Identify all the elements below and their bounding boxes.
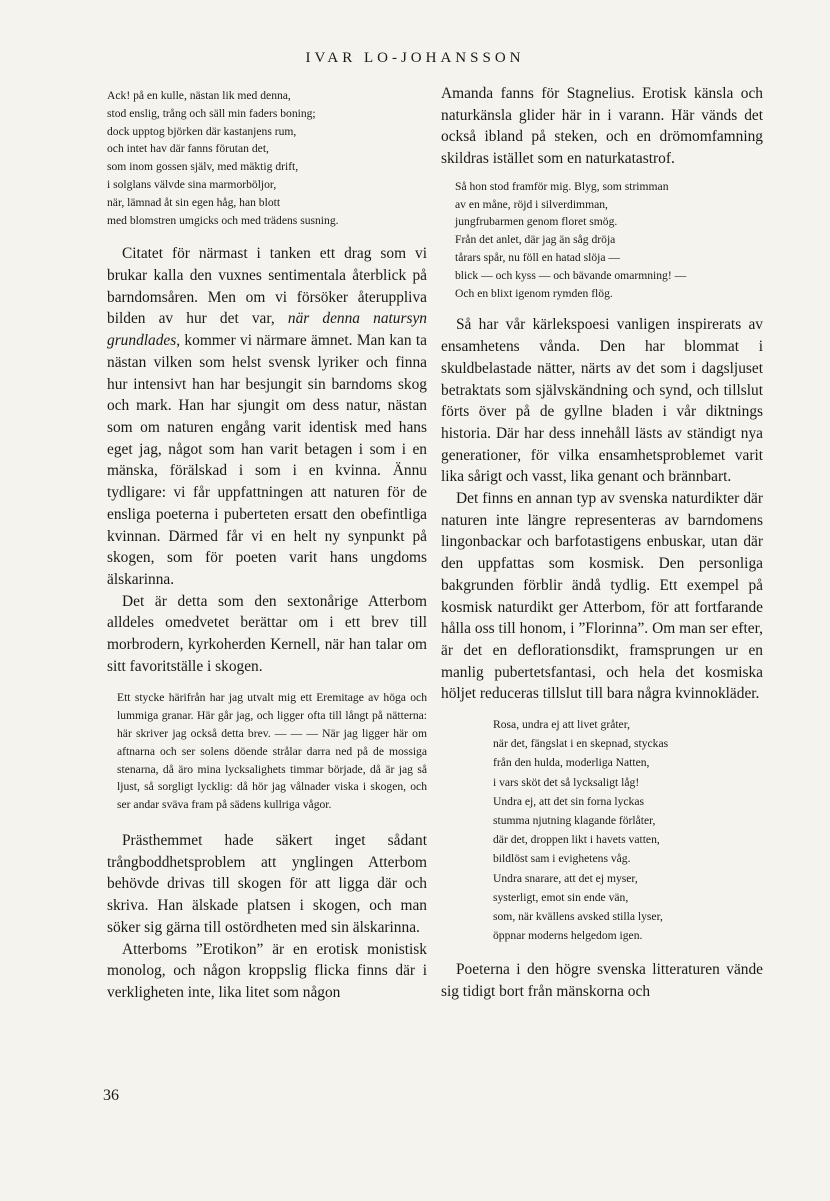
verse-line: från den hulda, moderliga Natten, [493,756,650,770]
page-number: 36 [103,1087,119,1104]
poem-quote-3 [441,715,763,945]
verse-line: i vars sköt det så lycksaligt låg! [493,775,640,789]
verse-line: tårars spår, nu föll en hatad slöja — [455,251,621,264]
verse-line: stumma njutning klagande förlåter, [493,814,656,828]
paragraph: Prästhemmet hade säkert inget sådant trångboddhetsproblem att ynglingen Atterbom behövde drivas till skogen för att ligga där och skriva. Han älskade platsen i skogen, och man söker sig gärna till ostördheten med sin älskarinna. [107,832,427,936]
verse-line: öppnar moderns helgedom igen. [493,929,643,943]
verse-line: Så hon stod framför mig. Blyg, som strimman [455,179,669,193]
verse-line: som inom gossen själv, med mäktig drift, [107,160,299,174]
verse-line: Från det anlet, där jag än såg dröja [455,233,616,247]
paragraph: Atterboms ”Erotikon” är en erotisk monistisk monolog, och någon kroppslig flicka finns där i verkligheten inte, lika litet som någon [107,940,427,1001]
verse-line: Och en blixt igenom rymden flög. [455,286,613,300]
verse-line: stod enslig, trång och säll min faders boning; [107,106,316,120]
verse-line: när det, fängslat i en skepnad, styckas [493,737,669,751]
verse-line: Undra snarare, att det ej myser, [493,871,638,885]
verse-line: och intet hav där fanns förutan det, [107,142,269,156]
verse-line: jungfrubarmen genom floret smög. [455,215,618,229]
text-span: Citatet för närmast i tanken ett drag som vi brukar kalla den vuxnes sentimentala återblick på barndomsåren. Men om vi försöker återuppliva bilden av hur det var, [107,245,427,328]
verse-line: av en måne, röjd i silverdimman, [455,197,608,211]
letter-quote: Ett stycke härifrån har jag utvalt mig ett Eremitage av höga och lummiga granar. Här går jag, och ligger ofta till långt på nätterna: här skriver jag också detta brev. — — — När jag ligger här om aftnarna och ser solens döende strålar darra ned på de mossiga stenarna, då äro mina lycksalighets timmar började, då är jag så ljust, så sorgligt lycklig: då hör jag vålnader viska i skogen, och ser andar sväva fram på sädens kullriga vågor. [117,691,427,812]
running-header: IVAR LO-JOHANSSON [305,50,525,66]
paragraph [107,243,427,590]
paragraph: Amanda fanns för Stagnelius. Erotisk känsla och naturkänsla glider här in i varann. Här vänds det också ibland på steken, och en drömomfamning skildras istället som en naturkatastrof. [441,85,763,168]
poem-quote-2 [441,178,763,303]
paragraph: Det är detta som den sextonårige Atterbom alldeles omedvetet berättar om i ett brev till morbrodern, kyrkoherden Kernell, när han talar om sitt favoritställe i skogen. [107,592,427,675]
verse-line: med blomstren umgicks och med trädens susning. [107,213,339,227]
verse-line: blick — och kyss — och bävande omarmning! — [455,268,687,282]
verse-line: Rosa, undra ej att livet gråter, [493,718,631,732]
poem-quote-1 [107,87,427,229]
paragraph: Så har vår kärlekspoesi vanligen inspirerats av ensamhetens vånda. Den har blommat i skuldbelastade nätter, närts av det som i dagsljuset betraktats som självskändning och synd, och tillslut förts över på de gyllne bladen i vår diktnings historia. Där har dess innehåll lästs av ständigt nya generationer, för vilka ensamhetsproblemet varit lika sårigt och vasst, lika genant och brännbart. [441,316,763,486]
verse-line: systerligt, emot sin ende vän, [493,890,629,904]
verse-line: Undra ej, att det sin forna lyckas [493,794,644,808]
paragraph: Det finns en annan typ av svenska naturdikter där naturen inte längre representeras av barndomens lingonbackar och barfotastigens enbuskar, utan där den uppfattas som kosmisk. Den personliga bakgrunden förblir ändå tydlig. Ett exempel på kosmisk naturdikt ger Atterbom, för att fortfarande hålla oss till honom, i ”Florinna”. Om man ser efter, är det en deflorationsdikt, framsprungen ur en manlig pubertetsfantasi, och hela det kosmiska höljet reduceras tillslut till bara några kvinnokläder. [441,490,763,703]
emphasis: när denna natursyn grundlades, [107,310,428,350]
verse-line: när, lämnad åt sin egen håg, han blott [107,195,281,209]
verse-line: Ack! på en kulle, nästan lik med denna, [107,89,291,102]
verse-line: i solglans välvde sina marmorböljor, [107,177,277,191]
right-column [441,83,763,1003]
verse-line: dock upptog björken där kastanjens rum, [107,124,297,138]
verse-line: som, när kvällens avsked stilla lyser, [493,910,663,924]
text-span: kommer vi närmare ämnet. Man kan ta nästan vilken som helst svensk lyriker och finna hur intensivt han har besjungit sin barndoms skog och mark. Han har sjungit om dess natur, nästan som om naturen engång varit identisk med hans eget jag, något som han varit betagen i som i en mänska, förälskad i som i en kvinna. Ännu tydligare: vi får uppfattningen att naturen för de ensliga poeterna i puberteten ersatt den obefintliga kvinnan. Därmed får vi en helt ny synpunkt på skogen, som för poeten varit hans ungdoms älskarinna. [107,332,427,588]
left-column [107,83,427,1004]
paragraph: Poeterna i den högre svenska litteraturen vände sig tidigt bort från mänskorna och [441,961,763,1001]
verse-line: bildlöst sam i evighetens våg. [493,852,631,866]
verse-line: där det, droppen likt i havets vatten, [493,833,660,847]
